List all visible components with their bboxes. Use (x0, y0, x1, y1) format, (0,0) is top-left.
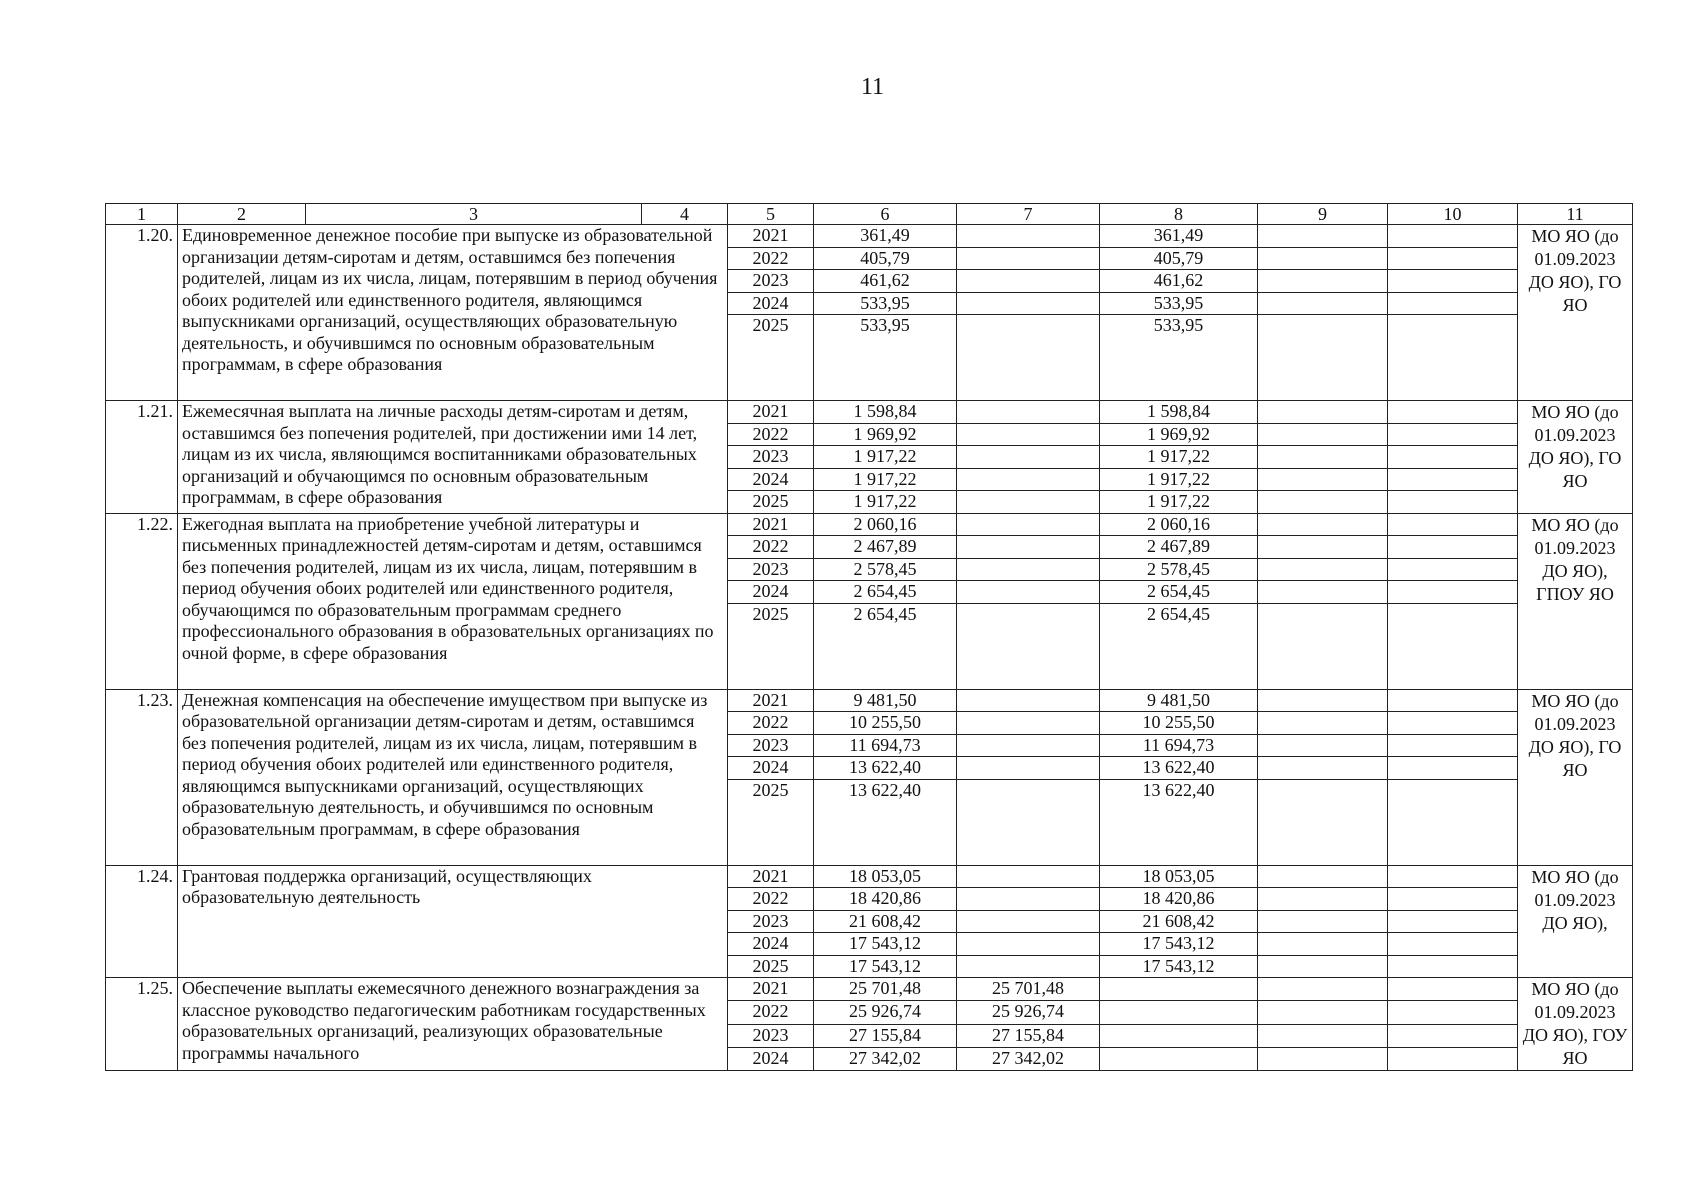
amount-col10 (1388, 865, 1518, 888)
amount-col6: 2 578,45 (814, 558, 957, 581)
amount-col7: 27 155,84 (957, 1024, 1100, 1047)
amount-col9 (1258, 955, 1388, 978)
amount-col8 (1100, 1024, 1258, 1047)
row-number: 1.20. (106, 225, 178, 401)
amount-col7 (957, 491, 1100, 514)
amount-col7: 25 926,74 (957, 1001, 1100, 1024)
amount-col6: 25 926,74 (814, 1001, 957, 1024)
amount-col6: 1 917,22 (814, 468, 957, 491)
amount-col9 (1258, 779, 1388, 865)
amount-col7 (957, 865, 1100, 888)
row-number: 1.25. (106, 978, 178, 1071)
amount-col7 (957, 513, 1100, 536)
amount-col8: 2 060,16 (1100, 513, 1258, 536)
row-description: Денежная компенсация на обеспечение имуществом при выпуске из образовательной организации детям-сиротам и детям, оставшимся без попечения родителей, лицам из их числа, лицам, потерявшим в период обучения обоих родителей или единственного родителя, являющимся выпускниками организаций, осуществляющих образовательную деятельность, и обучившимся по основным образовательным программам, в сфере образования (178, 689, 728, 865)
table-row (106, 513, 1633, 536)
year-cell: 2022 (728, 712, 814, 735)
amount-col6: 2 467,89 (814, 536, 957, 559)
amount-col10 (1388, 689, 1518, 712)
year-cell: 2022 (728, 423, 814, 446)
amount-col10 (1388, 1024, 1518, 1047)
amount-col9 (1258, 933, 1388, 956)
amount-col8: 17 543,12 (1100, 955, 1258, 978)
amount-col10 (1388, 292, 1518, 315)
amount-col6: 21 608,42 (814, 910, 957, 933)
amount-col9 (1258, 1047, 1388, 1070)
amount-col9 (1258, 292, 1388, 315)
amount-col9 (1258, 888, 1388, 911)
amount-col9 (1258, 734, 1388, 757)
amount-col8: 11 694,73 (1100, 734, 1258, 757)
amount-col7 (957, 955, 1100, 978)
responsible-executor: МО ЯО (до 01.09.2023 ДО ЯО), ГОУ ЯО (1518, 978, 1633, 1071)
table-body (106, 204, 1633, 1071)
column-header: 4 (642, 204, 728, 225)
column-header: 3 (306, 204, 642, 225)
amount-col7 (957, 446, 1100, 469)
amount-col10 (1388, 712, 1518, 735)
amount-col6: 10 255,50 (814, 712, 957, 735)
year-cell: 2023 (728, 734, 814, 757)
row-description: Ежемесячная выплата на личные расходы детям-сиротам и детям, оставшимся без попечения родителей, при достижении ими 14 лет, лицам из их числа, являющимся воспитанниками образовательных организаций и обучающимся по основным образовательным программам, в сфере образования (178, 401, 728, 514)
amount-col8: 1 917,22 (1100, 491, 1258, 514)
amount-col8: 1 917,22 (1100, 468, 1258, 491)
amount-col6: 11 694,73 (814, 734, 957, 757)
amount-col10 (1388, 910, 1518, 933)
year-cell: 2021 (728, 865, 814, 888)
amount-col10 (1388, 888, 1518, 911)
amount-col7 (957, 712, 1100, 735)
amount-col6: 461,62 (814, 270, 957, 293)
amount-col9 (1258, 1024, 1388, 1047)
amount-col9 (1258, 536, 1388, 559)
row-description: Единовременное денежное пособие при выпуске из образовательной организации детям-сиротам и детям, оставшимся без попечения родителей, лицам из их числа, лицам, потерявшим в период обучения обоих родителей или единственного родителя, являющимся выпускниками организаций, осуществляющих образовательную деятельность, и обучившимся по основным образовательным программам, в сфере образования (178, 225, 728, 401)
responsible-executor: МО ЯО (до 01.09.2023 ДО ЯО), ГПОУ ЯО (1518, 513, 1633, 689)
page-number: 11 (860, 74, 885, 100)
responsible-executor: МО ЯО (до 01.09.2023 ДО ЯО), ГО ЯО (1518, 225, 1633, 401)
amount-col9 (1258, 270, 1388, 293)
row-description: Грантовая поддержка организаций, осуществляющих образовательную деятельность (178, 865, 728, 978)
amount-col7 (957, 888, 1100, 911)
amount-col9 (1258, 513, 1388, 536)
amount-col10 (1388, 225, 1518, 248)
year-cell: 2024 (728, 933, 814, 956)
year-cell: 2025 (728, 779, 814, 865)
amount-col10 (1388, 955, 1518, 978)
year-cell: 2021 (728, 978, 814, 1001)
amount-col7 (957, 558, 1100, 581)
amount-col10 (1388, 933, 1518, 956)
amount-col7 (957, 468, 1100, 491)
amount-col8: 17 543,12 (1100, 933, 1258, 956)
year-cell: 2025 (728, 955, 814, 978)
amount-col6: 18 053,05 (814, 865, 957, 888)
amount-col6: 25 701,48 (814, 978, 957, 1001)
amount-col8: 10 255,50 (1100, 712, 1258, 735)
amount-col9 (1258, 581, 1388, 604)
amount-col10 (1388, 446, 1518, 469)
amount-col7 (957, 757, 1100, 780)
amount-col10 (1388, 603, 1518, 689)
amount-col10 (1388, 315, 1518, 401)
column-header: 2 (178, 204, 306, 225)
amount-col9 (1258, 865, 1388, 888)
amount-col6: 533,95 (814, 315, 957, 401)
column-header: 9 (1258, 204, 1388, 225)
amount-col8: 2 654,45 (1100, 581, 1258, 604)
row-description: Обеспечение выплаты ежемесячного денежного вознаграждения за классное руководство педагогическим работникам государственных образовательных организаций, реализующих образовательные программы начального (178, 978, 728, 1071)
responsible-executor: МО ЯО (до 01.09.2023 ДО ЯО), ГО ЯО (1518, 401, 1633, 514)
amount-col10 (1388, 513, 1518, 536)
column-header: 10 (1388, 204, 1518, 225)
amount-col9 (1258, 603, 1388, 689)
amount-col10 (1388, 247, 1518, 270)
amount-col6: 9 481,50 (814, 689, 957, 712)
amount-col9 (1258, 225, 1388, 248)
amount-col6: 2 654,45 (814, 603, 957, 689)
amount-col6: 13 622,40 (814, 757, 957, 780)
amount-col10 (1388, 734, 1518, 757)
table-row (106, 401, 1633, 424)
year-cell: 2024 (728, 1047, 814, 1070)
responsible-executor: МО ЯО (до 01.09.2023 ДО ЯО), ГО ЯО (1518, 689, 1633, 865)
amount-col6: 2 654,45 (814, 581, 957, 604)
column-header: 1 (106, 204, 178, 225)
amount-col7 (957, 581, 1100, 604)
amount-col8: 21 608,42 (1100, 910, 1258, 933)
amount-col10 (1388, 1001, 1518, 1024)
amount-col7 (957, 779, 1100, 865)
amount-col9 (1258, 491, 1388, 514)
year-cell: 2025 (728, 315, 814, 401)
amount-col6: 2 060,16 (814, 513, 957, 536)
amount-col8: 9 481,50 (1100, 689, 1258, 712)
amount-col8: 1 598,84 (1100, 401, 1258, 424)
amount-col7 (957, 270, 1100, 293)
year-cell: 2023 (728, 558, 814, 581)
amount-col8: 461,62 (1100, 270, 1258, 293)
year-cell: 2024 (728, 757, 814, 780)
row-description: Ежегодная выплата на приобретение учебной литературы и письменных принадлежностей детям-сиротам и детям, оставшимся без попечения родителей, лицам из их числа, лицам, потерявшим в период обучения обоих родителей или единственного родителя, обучающимся по образовательным программам среднего профессионального образования в образовательных организациях по очной форме, в сфере образования (178, 513, 728, 689)
year-cell: 2025 (728, 491, 814, 514)
amount-col7 (957, 689, 1100, 712)
table-row (106, 865, 1633, 888)
row-number: 1.23. (106, 689, 178, 865)
amount-col9 (1258, 401, 1388, 424)
amount-col9 (1258, 712, 1388, 735)
year-cell: 2024 (728, 468, 814, 491)
table-row (106, 978, 1633, 1001)
column-header: 7 (957, 204, 1100, 225)
amount-col9 (1258, 978, 1388, 1001)
amount-col8: 361,49 (1100, 225, 1258, 248)
amount-col6: 17 543,12 (814, 933, 957, 956)
amount-col10 (1388, 779, 1518, 865)
table-row (106, 225, 1633, 248)
column-header: 8 (1100, 204, 1258, 225)
amount-col6: 1 598,84 (814, 401, 957, 424)
amount-col10 (1388, 1047, 1518, 1070)
amount-col9 (1258, 689, 1388, 712)
amount-col9 (1258, 757, 1388, 780)
year-cell: 2025 (728, 603, 814, 689)
amount-col6: 405,79 (814, 247, 957, 270)
amount-col8: 2 467,89 (1100, 536, 1258, 559)
year-cell: 2022 (728, 536, 814, 559)
year-cell: 2021 (728, 689, 814, 712)
amount-col10 (1388, 536, 1518, 559)
amount-col9 (1258, 910, 1388, 933)
amount-col8: 1 969,92 (1100, 423, 1258, 446)
amount-col8: 13 622,40 (1100, 779, 1258, 865)
amount-col9 (1258, 315, 1388, 401)
amount-col10 (1388, 270, 1518, 293)
amount-col10 (1388, 581, 1518, 604)
amount-col6: 1 969,92 (814, 423, 957, 446)
amount-col7: 25 701,48 (957, 978, 1100, 1001)
amount-col8: 1 917,22 (1100, 446, 1258, 469)
year-cell: 2024 (728, 292, 814, 315)
amount-col8: 2 578,45 (1100, 558, 1258, 581)
year-cell: 2022 (728, 888, 814, 911)
year-cell: 2023 (728, 270, 814, 293)
amount-col6: 17 543,12 (814, 955, 957, 978)
amount-col6: 13 622,40 (814, 779, 957, 865)
row-number: 1.24. (106, 865, 178, 978)
amount-col8: 13 622,40 (1100, 757, 1258, 780)
amount-col6: 18 420,86 (814, 888, 957, 911)
amount-col6: 533,95 (814, 292, 957, 315)
year-cell: 2023 (728, 910, 814, 933)
column-number-row (106, 204, 1633, 225)
amount-col8: 18 420,86 (1100, 888, 1258, 911)
amount-col7 (957, 910, 1100, 933)
year-cell: 2021 (728, 513, 814, 536)
amount-col9 (1258, 446, 1388, 469)
year-cell: 2023 (728, 1024, 814, 1047)
year-cell: 2022 (728, 247, 814, 270)
amount-col7 (957, 247, 1100, 270)
column-header: 6 (814, 204, 957, 225)
amount-col10 (1388, 491, 1518, 514)
amount-col7 (957, 423, 1100, 446)
amount-col8 (1100, 978, 1258, 1001)
amount-col9 (1258, 247, 1388, 270)
year-cell: 2021 (728, 225, 814, 248)
row-number: 1.21. (106, 401, 178, 514)
table-row (106, 689, 1633, 712)
column-header: 11 (1518, 204, 1633, 225)
amount-col10 (1388, 558, 1518, 581)
year-cell: 2021 (728, 401, 814, 424)
amount-col8: 405,79 (1100, 247, 1258, 270)
row-number: 1.22. (106, 513, 178, 689)
amount-col7 (957, 536, 1100, 559)
amount-col9 (1258, 468, 1388, 491)
budget-table (105, 203, 1633, 1071)
amount-col9 (1258, 423, 1388, 446)
responsible-executor: МО ЯО (до 01.09.2023 ДО ЯО), (1518, 865, 1633, 978)
amount-col7 (957, 603, 1100, 689)
amount-col10 (1388, 757, 1518, 780)
amount-col7 (957, 933, 1100, 956)
amount-col8 (1100, 1047, 1258, 1070)
amount-col7: 27 342,02 (957, 1047, 1100, 1070)
amount-col10 (1388, 468, 1518, 491)
amount-col10 (1388, 423, 1518, 446)
amount-col7 (957, 315, 1100, 401)
amount-col8: 18 053,05 (1100, 865, 1258, 888)
amount-col9 (1258, 1001, 1388, 1024)
year-cell: 2022 (728, 1001, 814, 1024)
amount-col10 (1388, 401, 1518, 424)
amount-col8 (1100, 1001, 1258, 1024)
amount-col7 (957, 225, 1100, 248)
column-header: 5 (728, 204, 814, 225)
amount-col7 (957, 401, 1100, 424)
amount-col7 (957, 734, 1100, 757)
amount-col6: 361,49 (814, 225, 957, 248)
amount-col9 (1258, 558, 1388, 581)
amount-col8: 533,95 (1100, 315, 1258, 401)
amount-col7 (957, 292, 1100, 315)
amount-col10 (1388, 978, 1518, 1001)
amount-col6: 27 342,02 (814, 1047, 957, 1070)
amount-col6: 1 917,22 (814, 491, 957, 514)
amount-col6: 1 917,22 (814, 446, 957, 469)
amount-col8: 2 654,45 (1100, 603, 1258, 689)
year-cell: 2023 (728, 446, 814, 469)
amount-col8: 533,95 (1100, 292, 1258, 315)
amount-col6: 27 155,84 (814, 1024, 957, 1047)
year-cell: 2024 (728, 581, 814, 604)
